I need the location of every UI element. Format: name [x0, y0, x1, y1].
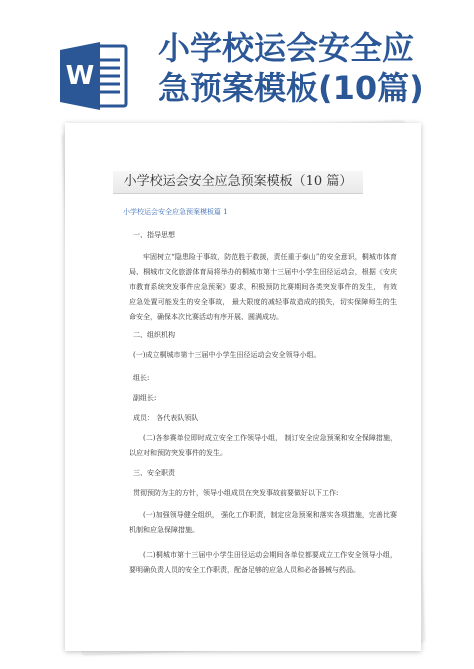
- line-vice-leader: 副组长:: [133, 394, 157, 402]
- page-title-line1: 小学校运会安全应: [158, 29, 415, 67]
- line-members: 成员： 各代表队领队: [133, 414, 199, 422]
- paragraph-guiding: 牢固树立“隐患险于事故，防范胜于救援，责任重于泰山”的安全意识，桐城市体育局、桐城市文化旅游体育局将举办的桐城市第十三届中小学生田径运动会，根据《安庆市教育系统突发事件应急预案》要求，积极预防比赛期间各类突发事件的发生， 有效应急处置可能发生的安全事故， 最大限度的减轻事故造成的损失，切实保障师生的生命安全，确保本次比赛活动有序开展、圆满成功。: [129, 253, 397, 321]
- document-title: 小学校运会安全应急预案模板（10 篇）: [113, 171, 363, 194]
- line-leading-group: (一)成立桐城市第十三届中小学生田径运动会安全领导小组。: [133, 351, 321, 359]
- line-prevention: 贯彻预防为主的方针，领导小组成员在突发事故前要做好以下工作:: [133, 489, 339, 497]
- section-heading-1: 一、指导思想: [133, 231, 175, 239]
- paragraph-units: (二)各参赛单位即时成立安全工作领导小组， 制订安全应急预案和安全保障措施，以应对和预防突发事件的发生。: [129, 434, 397, 457]
- section-heading-2: 二、组织机构: [133, 331, 175, 339]
- word-document-icon: [60, 40, 130, 112]
- paragraph-safety-group: (二)桐城市第十三届中小学生田径运动会期间各单位都要成立工作安全领导小组，要明确负责人员的安全工作职责，配备足够的应急人员和必备器械与药品。: [129, 551, 397, 574]
- paragraph-leadership: (一)加强领导健全组织， 强化工作职责，制定应急预案和落实各项措施，完善比赛机制和应急保障措施。: [129, 511, 397, 534]
- page-title: [158, 28, 463, 108]
- line-leader: 组长:: [133, 374, 150, 382]
- document-page: [65, 123, 421, 651]
- section-heading-3: 三、安全职责: [133, 469, 175, 477]
- page-title-line2: 急预案模板(10篇): [158, 69, 424, 107]
- svg-text:W: W: [65, 61, 95, 91]
- document-subtitle-link[interactable]: 小学校运会安全应急预案模板篇 1: [123, 208, 228, 216]
